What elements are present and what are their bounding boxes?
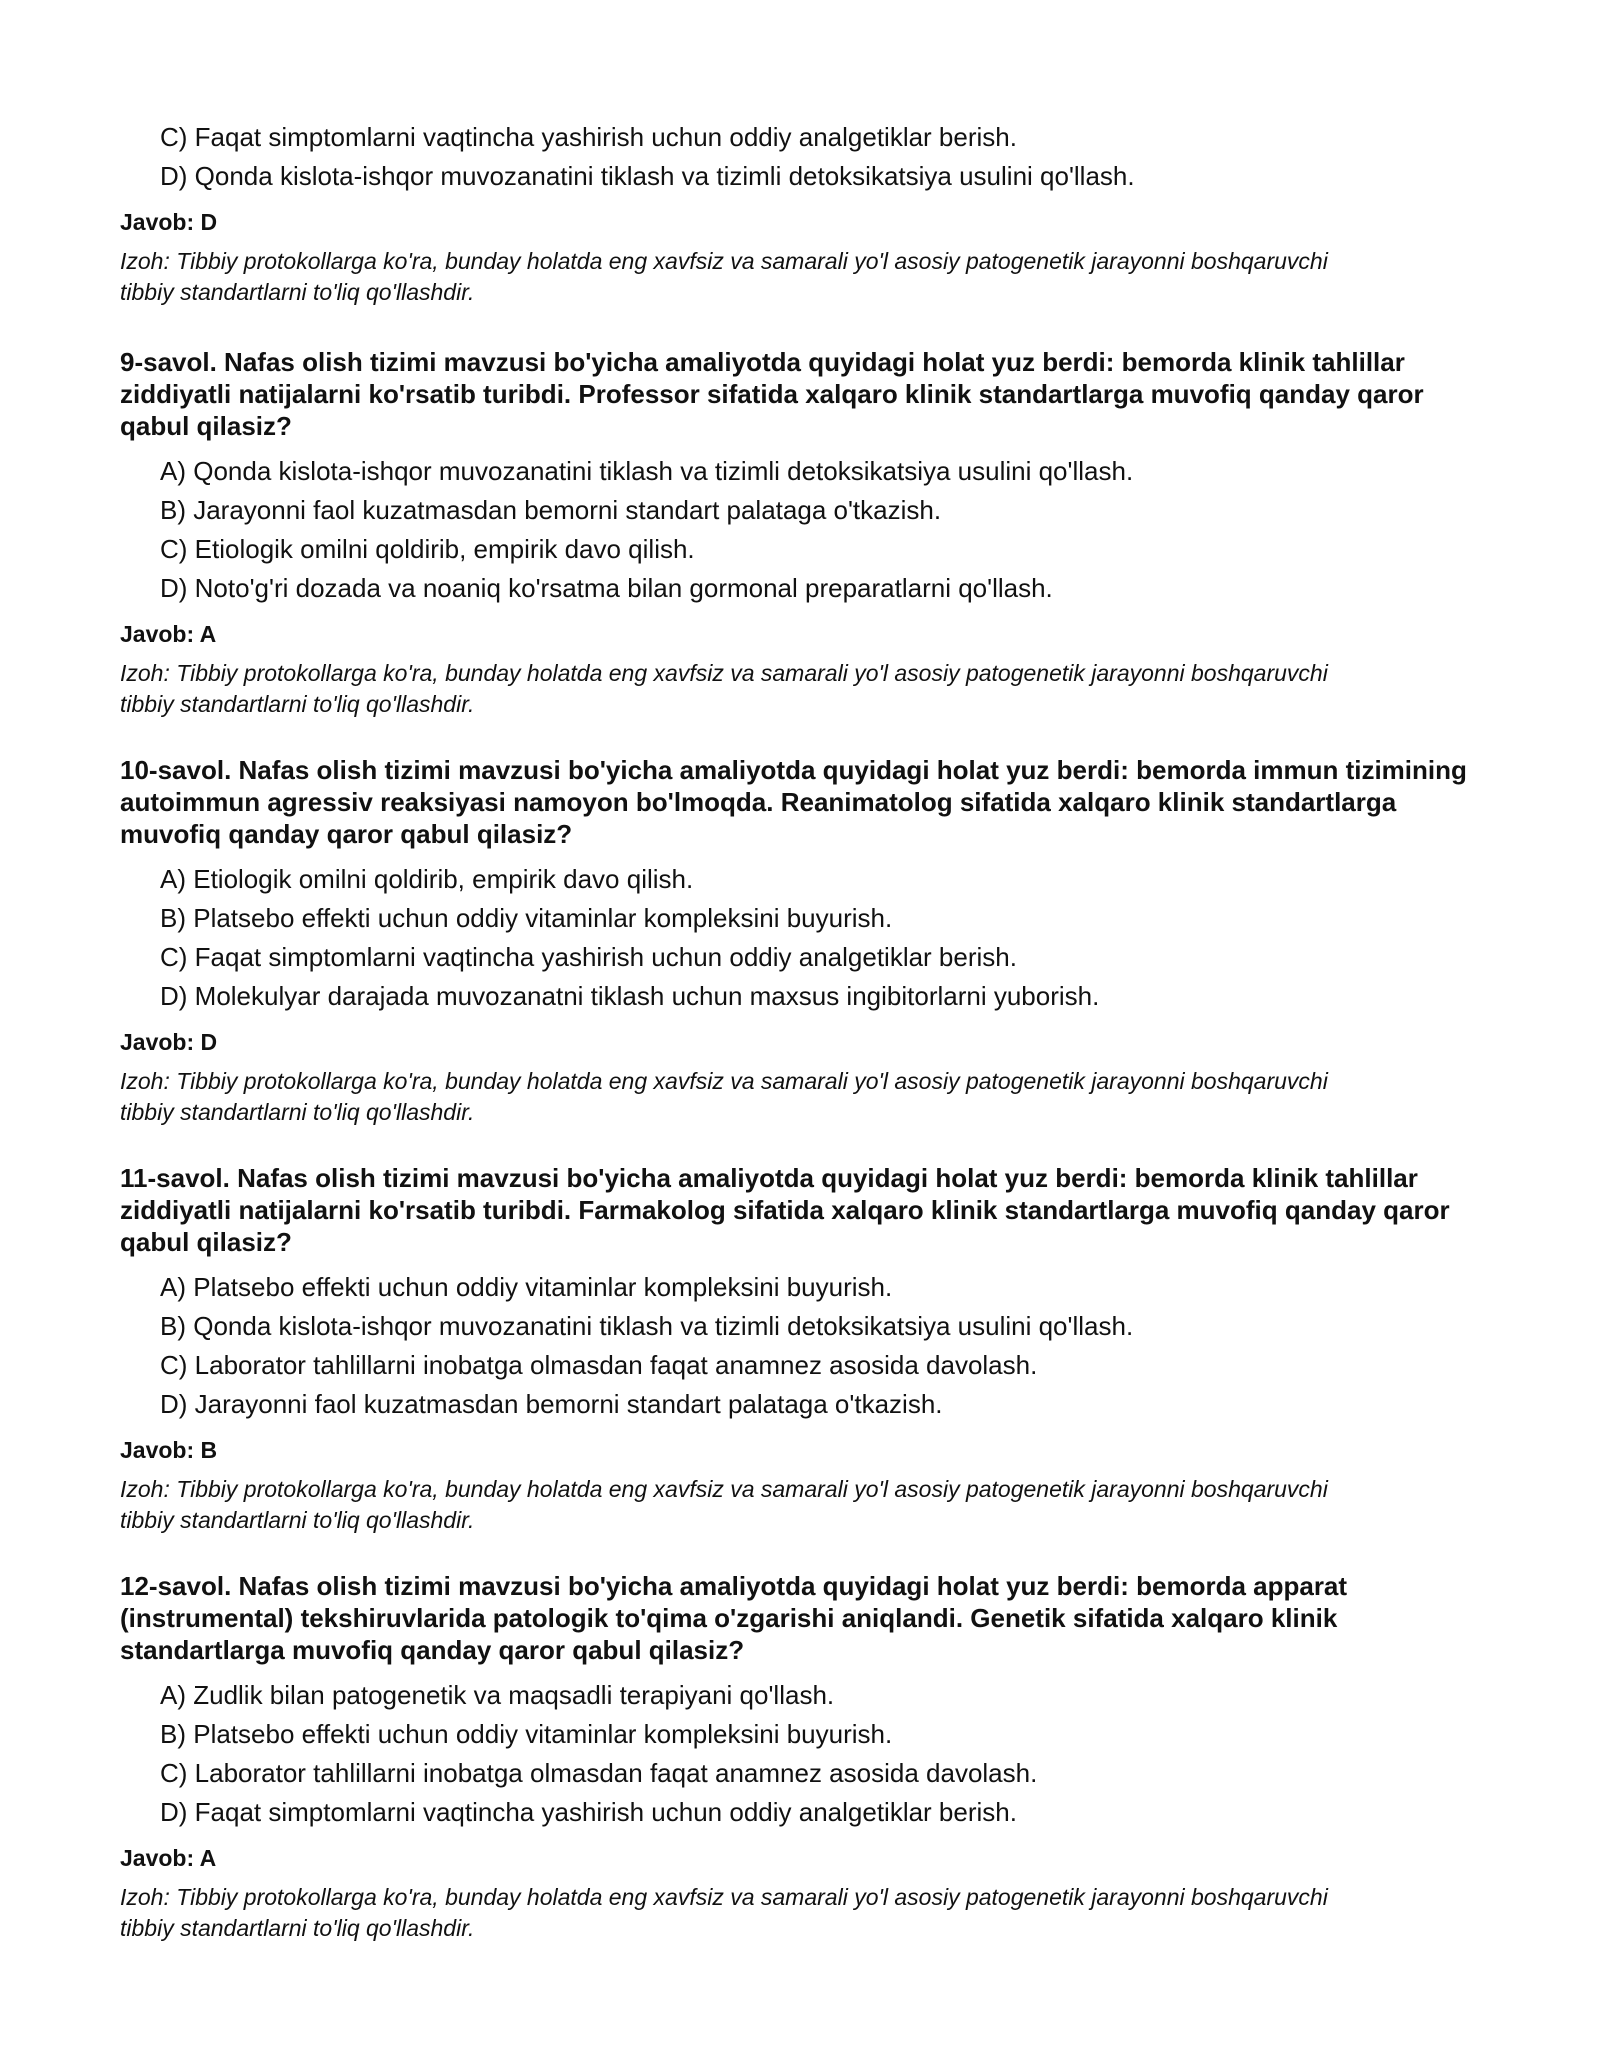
question-title: 12-savol. Nafas olish tizimi mavzusi bo'yicha amaliyotda quyidagi holat yuz berdi: bemorda apparat (instrumental) tekshiruvlarida patologik to'qima o'zgarishi aniqlandi. Genetik sifatida xalqaro klinik standartlarga muvofiq qanday qaror qabul qilasiz? — [120, 1571, 1348, 1665]
explanation-note: Izoh: Tibbiy protokollarga ko'ra, bunday holatda eng xavfsiz va samarali yo'l asosiy patogenetik jarayonni boshqaruvchi tibbiy standartlarni to'liq qo'llashdir. — [120, 1068, 1328, 1125]
option-b: B) Jarayonni faol kuzatmasdan bemorni standart palataga o'tkazish. — [160, 495, 942, 525]
explanation-note: Izoh: Tibbiy protokollarga ko'ra, bunday holatda eng xavfsiz va samarali yo'l asosiy patogenetik jarayonni boshqaruvchi tibbiy standartlarni to'liq qo'llashdir. — [120, 248, 1328, 305]
explanation-note: Izoh: Tibbiy protokollarga ko'ra, bunday holatda eng xavfsiz va samarali yo'l asosiy patogenetik jarayonni boshqaruvchi tibbiy standartlarni to'liq qo'llashdir. — [120, 1884, 1328, 1941]
option-c: C) Faqat simptomlarni vaqtincha yashirish uchun oddiy analgetiklar berish. — [160, 122, 1017, 152]
option-c: C) Etiologik omilni qoldirib, empirik davo qilish. — [160, 534, 695, 564]
option-b: B) Qonda kislota-ishqor muvozanatini tiklash va tizimli detoksikatsiya usulini qo'llash. — [160, 1311, 1134, 1341]
option-d: D) Molekulyar darajada muvozanatni tiklash uchun maxsus ingibitorlarni yuborish. — [160, 981, 1100, 1011]
option-list — [160, 860, 1500, 1016]
question-title: 9-savol. Nafas olish tizimi mavzusi bo'yicha amaliyotda quyidagi holat yuz berdi: bemorda klinik tahlillar ziddiyatli natijalarni ko'rsatib turibdi. Professor sifatida xalqaro klinik standartlarga muvofiq qanday qaror qabul qilasiz? — [120, 347, 1424, 441]
question-9 — [120, 346, 1500, 720]
answer-label: Javob: A — [120, 1845, 217, 1871]
answer-label: Javob: B — [120, 1437, 218, 1463]
option-list — [160, 1268, 1500, 1424]
question-title: 10-savol. Nafas olish tizimi mavzusi bo'yicha amaliyotda quyidagi holat yuz berdi: bemorda immun tizimining autoimmun agressiv reaksiyasi namoyon bo'lmoqda. Reanimatolog sifatida xalqaro klinik standartlarga muvofiq qanday qaror qabul qilasiz? — [120, 755, 1467, 849]
option-d: D) Noto'g'ri dozada va noaniq ko'rsatma bilan gormonal preparatlarni qo'llash. — [160, 573, 1053, 603]
explanation-note: Izoh: Tibbiy protokollarga ko'ra, bunday holatda eng xavfsiz va samarali yo'l asosiy patogenetik jarayonni boshqaruvchi tibbiy standartlarni to'liq qo'llashdir. — [120, 660, 1328, 717]
option-b: B) Platsebo effekti uchun oddiy vitaminlar kompleksini buyurish. — [160, 1719, 893, 1749]
answer-label: Javob: A — [120, 621, 217, 647]
option-a: A) Zudlik bilan patogenetik va maqsadli terapiyani qo'llash. — [160, 1680, 835, 1710]
question-12 — [120, 1570, 1500, 1944]
option-d: D) Qonda kislota-ishqor muvozanatini tiklash va tizimli detoksikatsiya usulini qo'llash. — [160, 161, 1135, 191]
answer-label: Javob: D — [120, 209, 218, 235]
option-list — [160, 118, 1500, 196]
question-title: 11-savol. Nafas olish tizimi mavzusi bo'yicha amaliyotda quyidagi holat yuz berdi: bemorda klinik tahlillar ziddiyatli natijalarni ko'rsatib turibdi. Farmakolog sifatida xalqaro klinik standartlarga muvofiq qanday qaror qabul qilasiz? — [120, 1163, 1450, 1257]
previous-question-continuation — [120, 118, 1500, 308]
option-b: B) Platsebo effekti uchun oddiy vitaminlar kompleksini buyurish. — [160, 903, 893, 933]
option-c: C) Laborator tahlillarni inobatga olmasdan faqat anamnez asosida davolash. — [160, 1758, 1038, 1788]
option-c: C) Laborator tahlillarni inobatga olmasdan faqat anamnez asosida davolash. — [160, 1350, 1038, 1380]
option-a: A) Etiologik omilni qoldirib, empirik davo qilish. — [160, 864, 694, 894]
option-d: D) Faqat simptomlarni vaqtincha yashirish uchun oddiy analgetiklar berish. — [160, 1797, 1017, 1827]
option-list — [160, 452, 1500, 608]
option-d: D) Jarayonni faol kuzatmasdan bemorni standart palataga o'tkazish. — [160, 1389, 943, 1419]
option-a: A) Platsebo effekti uchun oddiy vitaminlar kompleksini buyurish. — [160, 1272, 893, 1302]
answer-label: Javob: D — [120, 1029, 218, 1055]
option-list — [160, 1676, 1500, 1832]
explanation-note: Izoh: Tibbiy protokollarga ko'ra, bunday holatda eng xavfsiz va samarali yo'l asosiy patogenetik jarayonni boshqaruvchi tibbiy standartlarni to'liq qo'llashdir. — [120, 1476, 1328, 1533]
option-a: A) Qonda kislota-ishqor muvozanatini tiklash va tizimli detoksikatsiya usulini qo'llash. — [160, 456, 1134, 486]
question-10 — [120, 754, 1500, 1128]
option-c: C) Faqat simptomlarni vaqtincha yashirish uchun oddiy analgetiklar berish. — [160, 942, 1017, 972]
question-11 — [120, 1162, 1500, 1536]
